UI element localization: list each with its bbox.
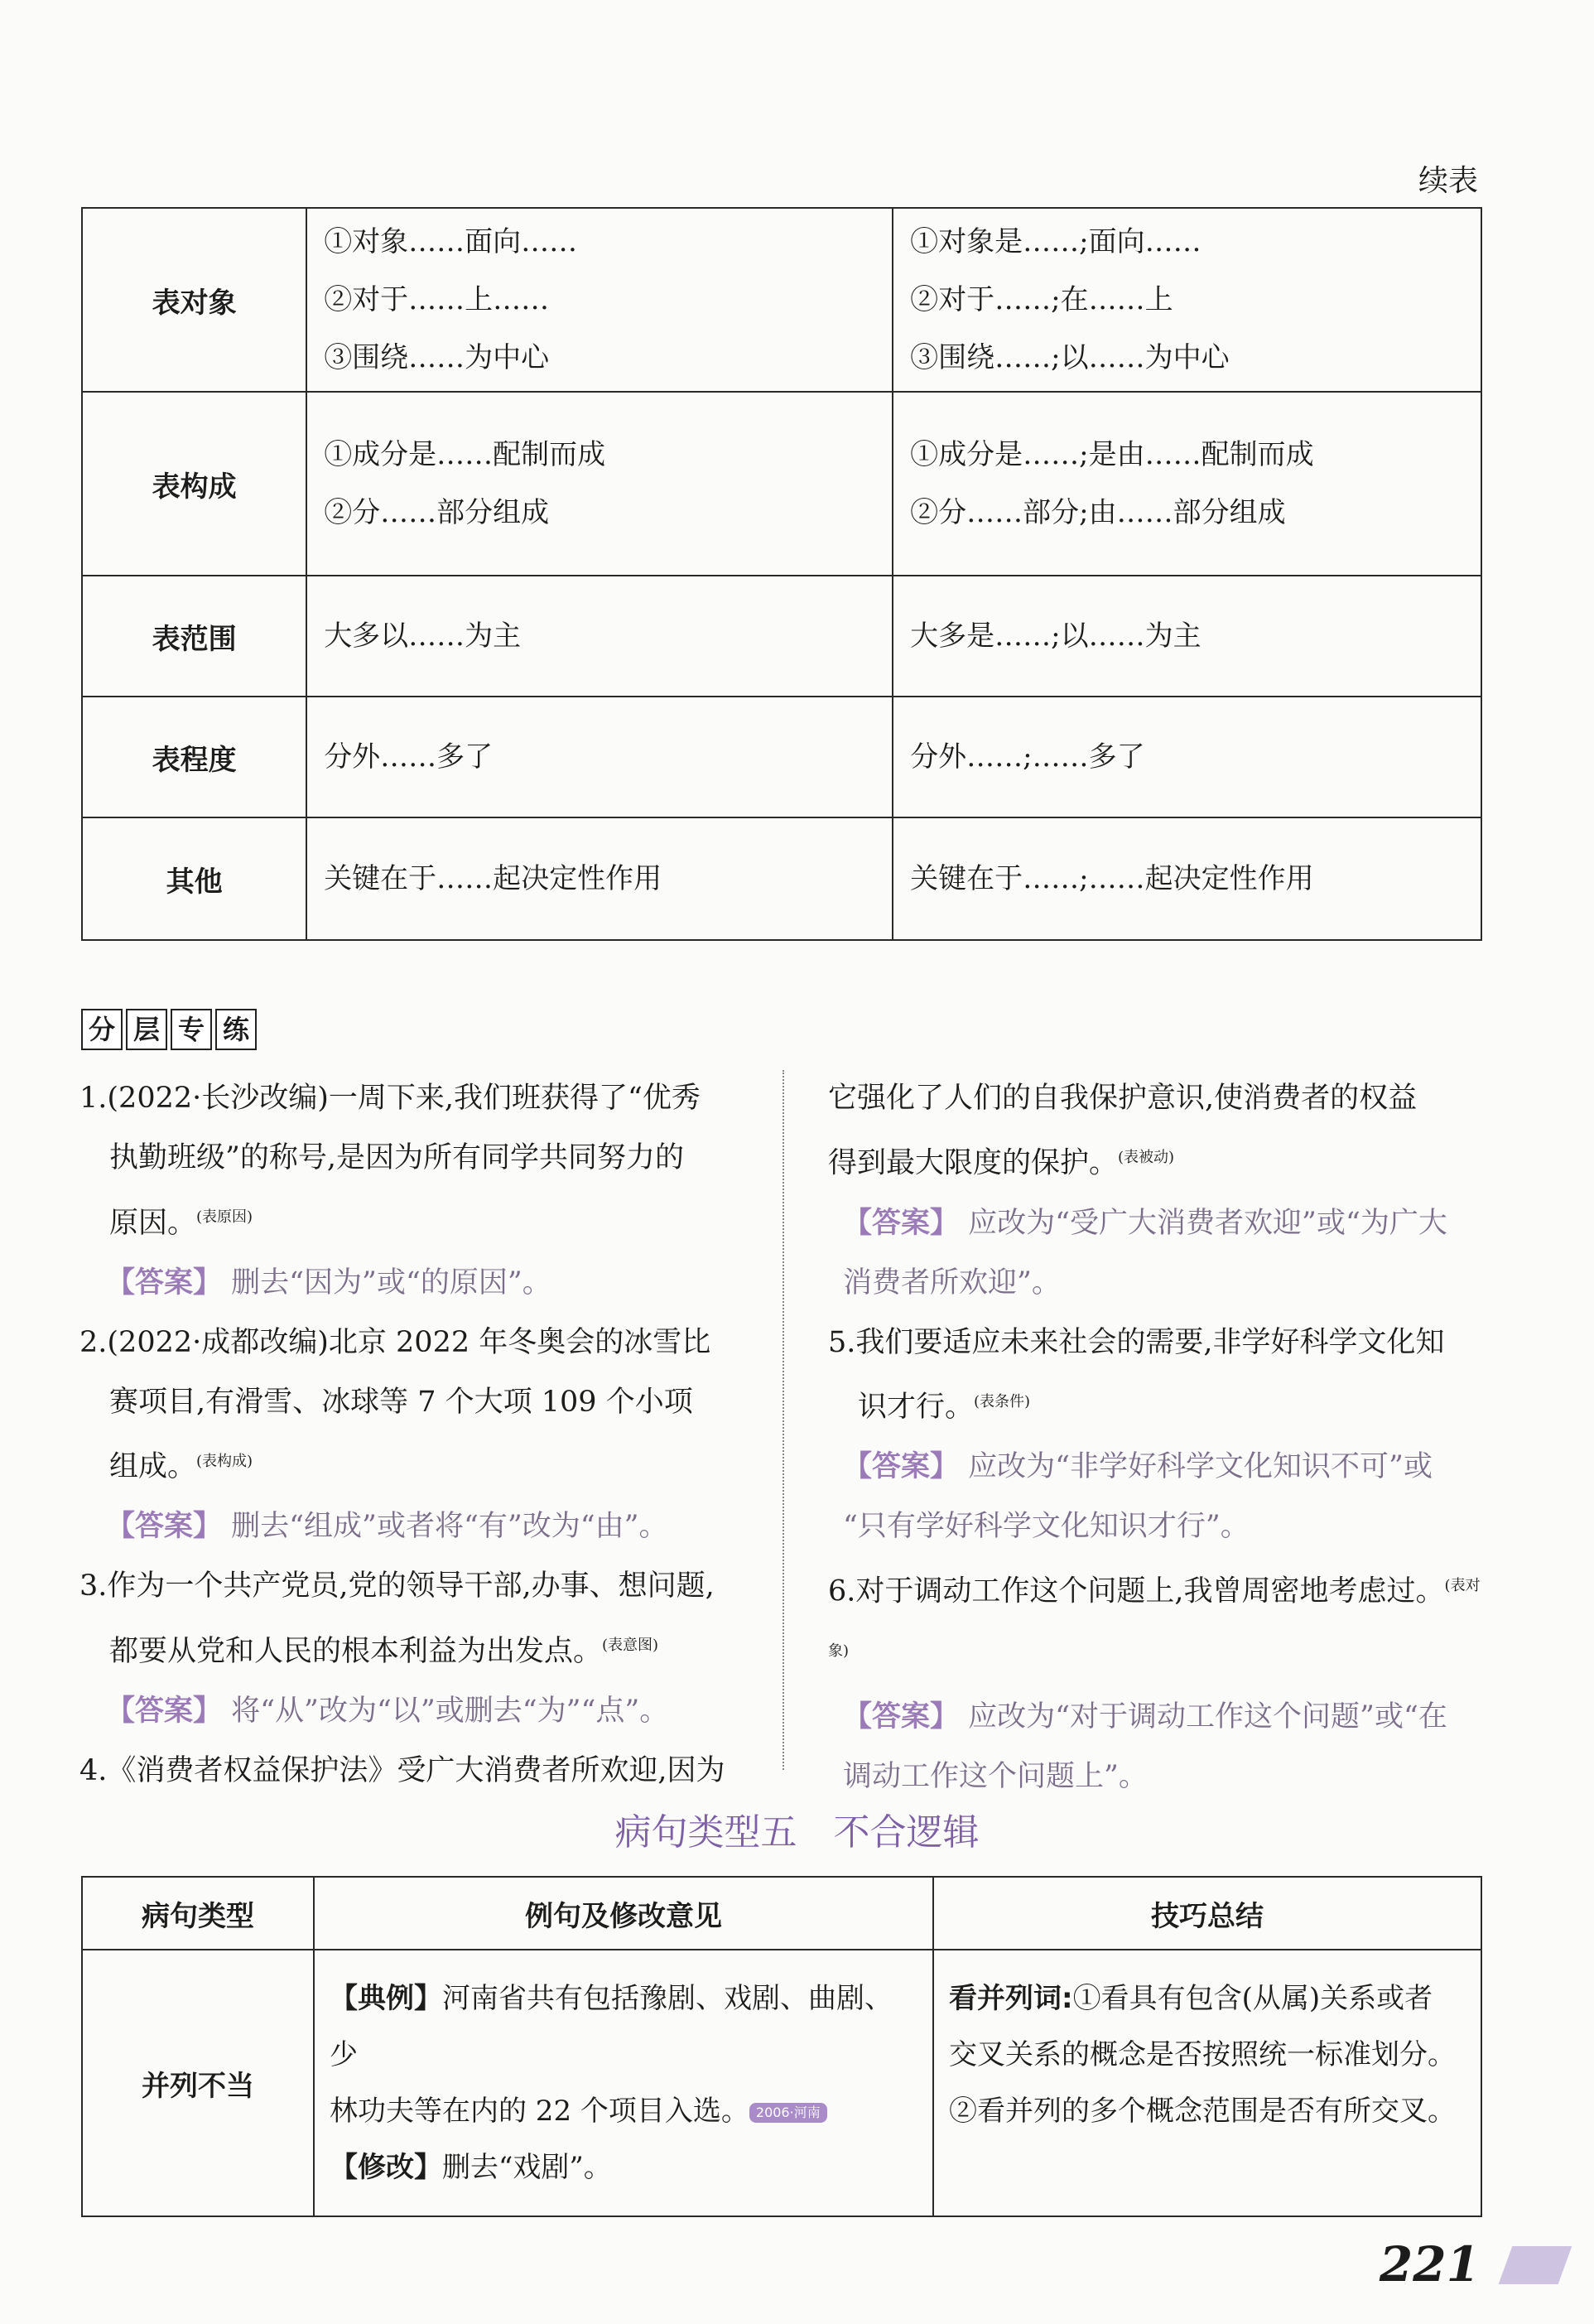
table-row [82, 208, 1481, 392]
example-cell: 【典例】河南省共有包括豫剧、戏剧、曲剧、少 林功夫等在内的 22 个项目入选。 2006·河南 【修改】删去“戏剧”。 [314, 1950, 933, 2216]
answer-1: 【答案】 删去“因为”或“的原因”。 [106, 1266, 551, 1299]
row-category: 表对象 [82, 208, 306, 392]
right-usage: 大多是……;以……为主 [893, 576, 1481, 697]
row-category: 并列不当 [82, 1950, 314, 2216]
section-tag: 分 层 专 练 [81, 1009, 257, 1050]
source-badge: 2006·河南 [749, 2103, 827, 2123]
answer-5: 【答案】 应改为“非学好科学文化知识不可”或 “只有学好科学文化知识才行”。 [843, 1449, 1433, 1544]
question-2: 2.(2022·成都改编)北京 2022 年冬奥会的冰雪比 赛项目,有滑雪、冰球等 7 个大项 109 个小项 组成。$^{(表构成)}$ [79, 1325, 711, 1484]
questions-left-column [79, 1068, 749, 1801]
answer-3: 【答案】 将“从”改为“以”或删去“为”“点”。 [106, 1694, 669, 1728]
table-illogical [81, 1876, 1482, 2217]
question-6: 6.对于调动工作这个问题上,我曾周密地考虑过。$^{(表对象)}$ [828, 1574, 1481, 1660]
continued-label: 续表 [1418, 164, 1478, 198]
table-row [82, 392, 1481, 576]
header-tips: 技巧总结 [933, 1877, 1481, 1950]
wrong-usage: ①对象……面向…… ②对于……上…… ③围绕……为中心 [306, 208, 893, 392]
wrong-usage: 分外……多了 [306, 697, 893, 817]
right-usage: 分外……;……多了 [893, 697, 1481, 817]
page-number: 221 [1379, 2236, 1480, 2293]
question-4-continued: 它强化了人们的自我保护意识,使消费者的权益 得到最大限度的保护。$^{(表被动)}$ [828, 1082, 1418, 1180]
right-usage: ①对象是……;面向…… ②对于……;在……上 ③围绕……;以……为中心 [893, 208, 1481, 392]
wrong-usage: 关键在于……起决定性作用 [306, 817, 893, 940]
question-3: 3.作为一个共产党员,党的领导干部,办事、想问题, 都要从党和人民的根本利益为出发点。$^{(表意图)}$ [79, 1569, 715, 1668]
table-header-row [82, 1877, 1481, 1950]
wrong-usage: ①成分是……配制而成 ②分……部分组成 [306, 392, 893, 576]
answer-2: 【答案】 删去“组成”或者将“有”改为“由”。 [106, 1510, 668, 1544]
questions-right-column [828, 1068, 1490, 1806]
question-5: 5.我们要适应未来社会的需要,非学好科学文化知 识才行。$^{(表条件)}$ [828, 1325, 1445, 1425]
right-usage: ①成分是……;是由……配制而成 ②分……部分;由……部分组成 [893, 392, 1481, 576]
header-example: 例句及修改意见 [314, 1877, 933, 1950]
question-4: 4.《消费者权益保护法》受广大消费者所欢迎,因为 [79, 1753, 725, 1787]
header-type: 病句类型 [82, 1877, 314, 1950]
page-corner-decoration [1499, 2246, 1572, 2284]
row-category: 其他 [82, 817, 306, 940]
answer-6: 【答案】 应改为“对于调动工作这个问题”或“在 调动工作这个问题上”。 [843, 1699, 1447, 1793]
tips-cell: 看并列词:①看具有包含(从属)关系或者 交叉关系的概念是否按照统一标准划分。 ②看并列的多个概念范围是否有所交叉。 [933, 1950, 1481, 2216]
table-row [82, 1950, 1481, 2216]
table-row [82, 697, 1481, 817]
row-category: 表范围 [82, 576, 306, 697]
right-usage: 关键在于……;……起决定性作用 [893, 817, 1481, 940]
row-category: 表构成 [82, 392, 306, 576]
row-category: 表程度 [82, 697, 306, 817]
wrong-usage: 大多以……为主 [306, 576, 893, 697]
table-continued [81, 207, 1482, 941]
table-row [82, 817, 1481, 940]
column-divider [783, 1070, 784, 1770]
section-title: 病句类型五 不合逻辑 [614, 1811, 980, 1854]
table-row [82, 576, 1481, 697]
question-1: 1.(2022·长沙改编)一周下来,我们班获得了“优秀 执勤班级”的称号,是因为所有同学共同努力的 原因。$^{(表原因)}$ [79, 1082, 701, 1240]
answer-4: 【答案】 应改为“受广大消费者欢迎”或“为广大 消费者所欢迎”。 [843, 1205, 1447, 1299]
